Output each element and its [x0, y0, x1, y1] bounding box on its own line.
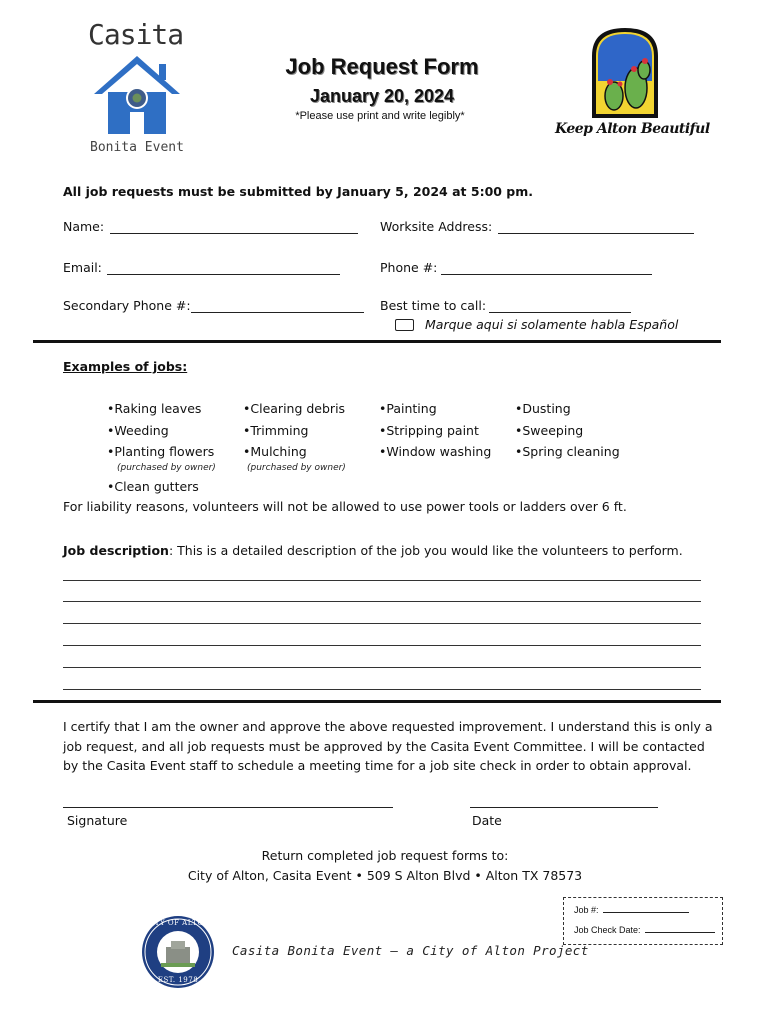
certification-line: I certify that I am the owner and approve the above requested improvement. I understand this is only a	[63, 719, 713, 734]
job-example: •Weeding	[107, 422, 169, 438]
secondary-phone-label: Secondary Phone #:	[63, 298, 191, 313]
jobs-column-3	[379, 398, 491, 463]
email-label: Email:	[63, 260, 102, 275]
examples-heading: Examples of jobs:	[63, 359, 188, 374]
job-example: •Spring cleaning	[515, 444, 620, 459]
form-date: January 20, 2024	[309, 86, 455, 106]
purchased-by-owner-note: (purchased by owner)	[117, 463, 216, 473]
form-title: Job Request Form	[285, 54, 479, 79]
liability-notice: For liability reasons, volunteers will not be allowed to use power tools or ladders over 6 ft.	[63, 499, 627, 514]
job-example: •Planting flowers	[107, 444, 215, 459]
job-description-line[interactable]	[63, 645, 701, 646]
best-time-field[interactable]	[489, 312, 631, 313]
jobs-column-2	[243, 398, 345, 463]
casita-logo	[80, 18, 200, 163]
casita-tagline: Bonita Event	[90, 140, 184, 155]
job-example: •Trimming	[243, 422, 309, 438]
job-number-row	[574, 905, 689, 915]
job-example: •Dusting	[515, 401, 571, 416]
email-field[interactable]	[107, 274, 340, 275]
secondary-phone-field[interactable]	[191, 312, 364, 313]
job-example: •Clean gutters	[107, 479, 199, 494]
job-description-prompt	[63, 543, 683, 558]
spanish-only-label: Marque aqui si solamente habla Español	[425, 317, 679, 332]
house-icon	[92, 54, 182, 139]
job-description-label: Job description	[63, 543, 169, 558]
phone-field[interactable]	[441, 274, 652, 275]
job-description-line[interactable]	[63, 601, 701, 602]
job-example: •Clearing debris	[243, 401, 346, 416]
certification-paragraph	[63, 717, 713, 776]
job-example: •Raking leaves	[107, 401, 202, 416]
casita-brand-text: Casita	[88, 18, 184, 51]
seal-bottom-text: EST. 1978	[157, 976, 199, 984]
job-number-field[interactable]	[603, 912, 689, 913]
worksite-label: Worksite Address:	[380, 219, 493, 234]
phone-label: Phone #:	[380, 260, 438, 275]
deadline-notice: All job requests must be submitted by January 5, 2024 at 5:00 pm.	[63, 184, 534, 199]
job-example: •Window washing	[379, 444, 492, 459]
job-check-date-row	[574, 925, 715, 935]
job-example: •Painting	[379, 401, 437, 416]
name-label: Name:	[63, 219, 105, 234]
spanish-only-checkbox[interactable]	[395, 319, 414, 331]
keep-alton-beautiful-text: Keep Alton Beautiful	[555, 121, 710, 137]
date-field[interactable]	[470, 807, 658, 808]
city-of-alton-seal	[141, 915, 215, 989]
print-note: *Please use print and write legibly*	[295, 110, 465, 122]
worksite-address-field[interactable]	[498, 233, 694, 234]
job-description-line[interactable]	[63, 689, 701, 690]
section-divider-1	[33, 340, 721, 343]
cactus-window-icon	[590, 26, 660, 118]
certification-line: job request, and all job requests must be approved by the Casita Event Committee. I will be contacted	[63, 738, 705, 754]
job-description-text: : This is a detailed description of the job you would like the volunteers to perform.	[168, 543, 683, 558]
date-label: Date	[472, 813, 502, 828]
job-number-label: Job #:	[574, 905, 599, 915]
signature-label: Signature	[67, 813, 128, 828]
signature-field[interactable]	[63, 807, 393, 808]
job-example: •Mulching	[243, 444, 307, 459]
purchased-by-owner-note: (purchased by owner)	[247, 463, 346, 473]
section-divider-2	[33, 700, 721, 703]
job-example: •Stripping paint	[379, 422, 479, 438]
return-instructions: Return completed job request forms to:	[261, 848, 509, 863]
job-description-line[interactable]	[63, 623, 701, 624]
job-description-line[interactable]	[63, 580, 701, 581]
seal-top-text: CITY OF ALTON	[145, 919, 211, 927]
footer-tagline: Casita Bonita Event – a City of Alton Project	[232, 943, 589, 958]
keep-alton-beautiful-logo	[555, 26, 710, 151]
jobs-column-4	[515, 398, 620, 463]
office-use-box	[563, 897, 723, 945]
job-check-date-label: Job Check Date:	[574, 925, 641, 935]
job-check-date-field[interactable]	[645, 932, 715, 933]
best-time-label: Best time to call:	[380, 298, 487, 313]
jobs-column-1	[107, 398, 214, 463]
job-example: •Sweeping	[515, 422, 584, 438]
return-address: City of Alton, Casita Event • 509 S Alton Blvd • Alton TX 78573	[187, 868, 583, 883]
certification-line: by the Casita Event staff to schedule a meeting time for a job site check in order to obtain approval.	[63, 758, 692, 773]
job-description-line[interactable]	[63, 667, 701, 668]
name-field[interactable]	[110, 233, 358, 234]
